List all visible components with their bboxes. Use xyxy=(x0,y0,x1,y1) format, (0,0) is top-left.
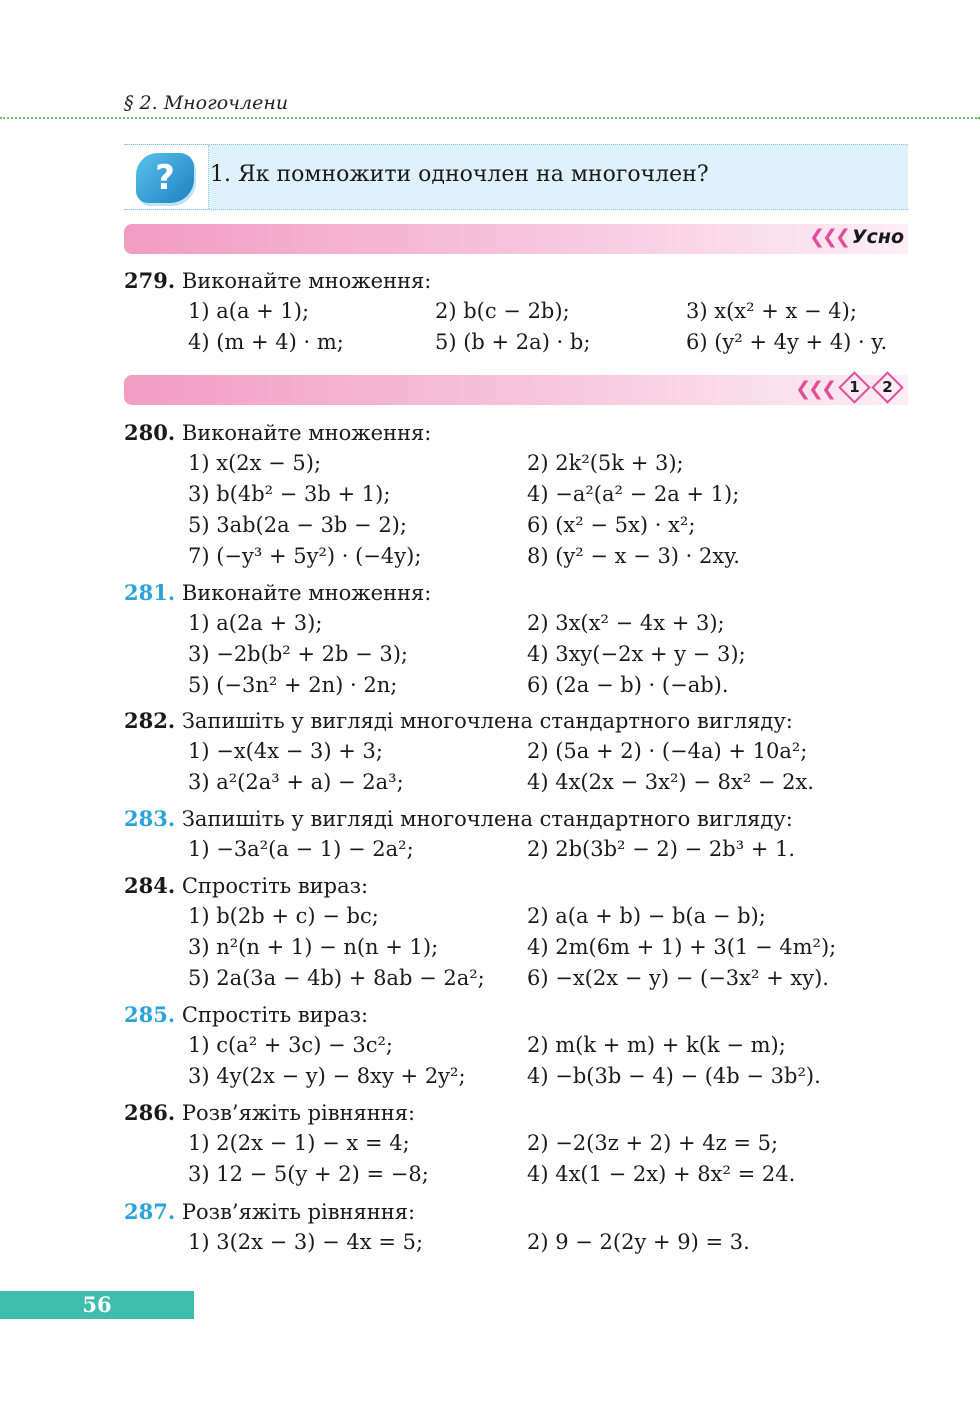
exercise-item: 1) b(2b + c) − bc; xyxy=(188,904,379,928)
exercise-item: 4) 4x(1 − 2x) + 8x² = 24. xyxy=(527,1162,796,1186)
exercise-item: 4) 2m(6m + 1) + 3(1 − 4m²); xyxy=(527,935,837,959)
exercise-item: 3) x(x² + x − 4); xyxy=(686,299,857,323)
dotted-rule xyxy=(0,117,980,119)
exercise-title: Виконайте множення: xyxy=(181,421,432,445)
exercise-item: 5) 3ab(2a − 3b − 2); xyxy=(188,513,407,537)
exercise-281-heading xyxy=(124,580,431,605)
exercise-number: 287. xyxy=(124,1199,176,1224)
exercise-item: 3) b(4b² − 3b + 1); xyxy=(188,482,391,506)
exercise-item: 3) a²(2a³ + a) − 2a³; xyxy=(188,770,404,794)
exercise-item: 2) b(c − 2b); xyxy=(435,299,570,323)
exercise-number: 281. xyxy=(124,580,176,605)
exercise-283-heading xyxy=(124,806,793,831)
exercise-number: 284. xyxy=(124,873,176,898)
chevrons-icon: ❮❮❮ xyxy=(795,378,834,400)
question-icon xyxy=(136,153,194,203)
exercise-item: 1) −x(4x − 3) + 3; xyxy=(188,739,383,763)
exercise-item: 4) −a²(a² − 2a + 1); xyxy=(527,482,740,506)
exercise-item: 3) 12 − 5(y + 2) = −8; xyxy=(188,1162,429,1186)
page-number: 56 xyxy=(82,1292,112,1317)
exercise-item: 6) −x(2x − y) − (−3x² + xy). xyxy=(527,966,829,990)
exercise-number: 283. xyxy=(124,806,176,831)
exercise-item: 3) −2b(b² + 2b − 3); xyxy=(188,642,409,666)
exercise-title: Виконайте множення: xyxy=(181,269,432,293)
exercise-item: 2) 9 − 2(2y + 9) = 3. xyxy=(527,1230,750,1254)
exercise-item: 1) a(2a + 3); xyxy=(188,611,323,635)
exercise-item: 8) (y² − x − 3) · 2xy. xyxy=(527,544,740,568)
question-text: 1. Як помножити одночлен на многочлен? xyxy=(210,162,709,187)
exercise-280-heading xyxy=(124,420,431,445)
exercise-item: 6) (2a − b) · (−ab). xyxy=(527,673,729,697)
exercise-title: Спростіть вираз: xyxy=(181,874,369,898)
exercise-number: 280. xyxy=(124,420,176,445)
exercise-282-heading xyxy=(124,708,793,733)
exercise-title: Розв’яжіть рівняння: xyxy=(181,1101,416,1125)
exercise-item: 6) (x² − 5x) · x²; xyxy=(527,513,696,537)
exercise-number: 286. xyxy=(124,1100,176,1125)
exercise-item: 2) 2b(3b² − 2) − 2b³ + 1. xyxy=(527,837,796,861)
level-2-icon: 2 xyxy=(871,371,904,404)
exercise-item: 1) a(a + 1); xyxy=(188,299,310,323)
exercise-item: 1) 2(2x − 1) − x = 4; xyxy=(188,1131,410,1155)
exercise-item: 1) −3a²(a − 1) − 2a²; xyxy=(188,837,414,861)
exercise-number: 285. xyxy=(124,1002,176,1027)
exercise-284-heading xyxy=(124,873,368,898)
exercise-title: Запишіть у вигляді многочлена стандартного вигляду: xyxy=(181,709,793,733)
exercise-title: Розв’яжіть рівняння: xyxy=(181,1200,416,1224)
exercise-286-heading xyxy=(124,1100,415,1125)
question-icon-cell xyxy=(124,145,209,209)
exercise-item: 4) 4x(2x − 3x²) − 8x² − 2x. xyxy=(527,770,814,794)
exercise-item: 7) (−y³ + 5y²) · (−4y); xyxy=(188,544,422,568)
chevrons-icon: ❮❮❮ xyxy=(809,226,848,248)
exercise-279-heading xyxy=(124,268,431,293)
exercise-title: Спростіть вираз: xyxy=(181,1003,369,1027)
exercise-item: 6) (y² + 4y + 4) · y. xyxy=(686,330,888,354)
exercise-287-heading xyxy=(124,1199,415,1224)
exercise-item: 2) (5a + 2) · (−4a) + 10a²; xyxy=(527,739,808,763)
level-band xyxy=(124,375,908,405)
question-box xyxy=(124,144,908,210)
exercise-item: 1) 3(2x − 3) − 4x = 5; xyxy=(188,1230,424,1254)
exercise-item: 4) 3xy(−2x + y − 3); xyxy=(527,642,746,666)
exercise-item: 2) m(k + m) + k(k − m); xyxy=(527,1033,786,1057)
level-1-icon: 1 xyxy=(838,371,871,404)
running-head: § 2. Многочлени xyxy=(124,92,289,114)
question-icon-glyph: ? xyxy=(155,158,175,198)
exercise-number: 282. xyxy=(124,708,176,733)
exercise-item: 1) c(a² + 3c) − 3c²; xyxy=(188,1033,393,1057)
exercise-item: 2) a(a + b) − b(a − b); xyxy=(527,904,766,928)
exercise-number: 279. xyxy=(124,268,176,293)
exercise-item: 5) (−3n² + 2n) · 2n; xyxy=(188,673,398,697)
exercise-item: 4) (m + 4) · m; xyxy=(188,330,344,354)
exercise-title: Запишіть у вигляді многочлена стандартного вигляду: xyxy=(181,807,793,831)
exercise-item: 2) −2(3z + 2) + 4z = 5; xyxy=(527,1131,779,1155)
oral-band xyxy=(124,224,908,254)
exercise-item: 4) −b(3b − 4) − (4b − 3b²). xyxy=(527,1064,821,1088)
exercise-title: Виконайте множення: xyxy=(181,581,432,605)
exercise-item: 2) 2k²(5k + 3); xyxy=(527,451,684,475)
exercise-item: 3) 4y(2x − y) − 8xy + 2y²; xyxy=(188,1064,466,1088)
exercise-item: 5) 2a(3a − 4b) + 8ab − 2a²; xyxy=(188,966,485,990)
exercise-item: 5) (b + 2a) · b; xyxy=(435,330,591,354)
exercise-item: 3) n²(n + 1) − n(n + 1); xyxy=(188,935,439,959)
level-label xyxy=(795,378,904,401)
exercise-item: 1) x(2x − 5); xyxy=(188,451,322,475)
exercise-285-heading xyxy=(124,1002,368,1027)
exercise-item: 2) 3x(x² − 4x + 3); xyxy=(527,611,725,635)
oral-label: ❮❮❮ Усно xyxy=(809,226,904,248)
